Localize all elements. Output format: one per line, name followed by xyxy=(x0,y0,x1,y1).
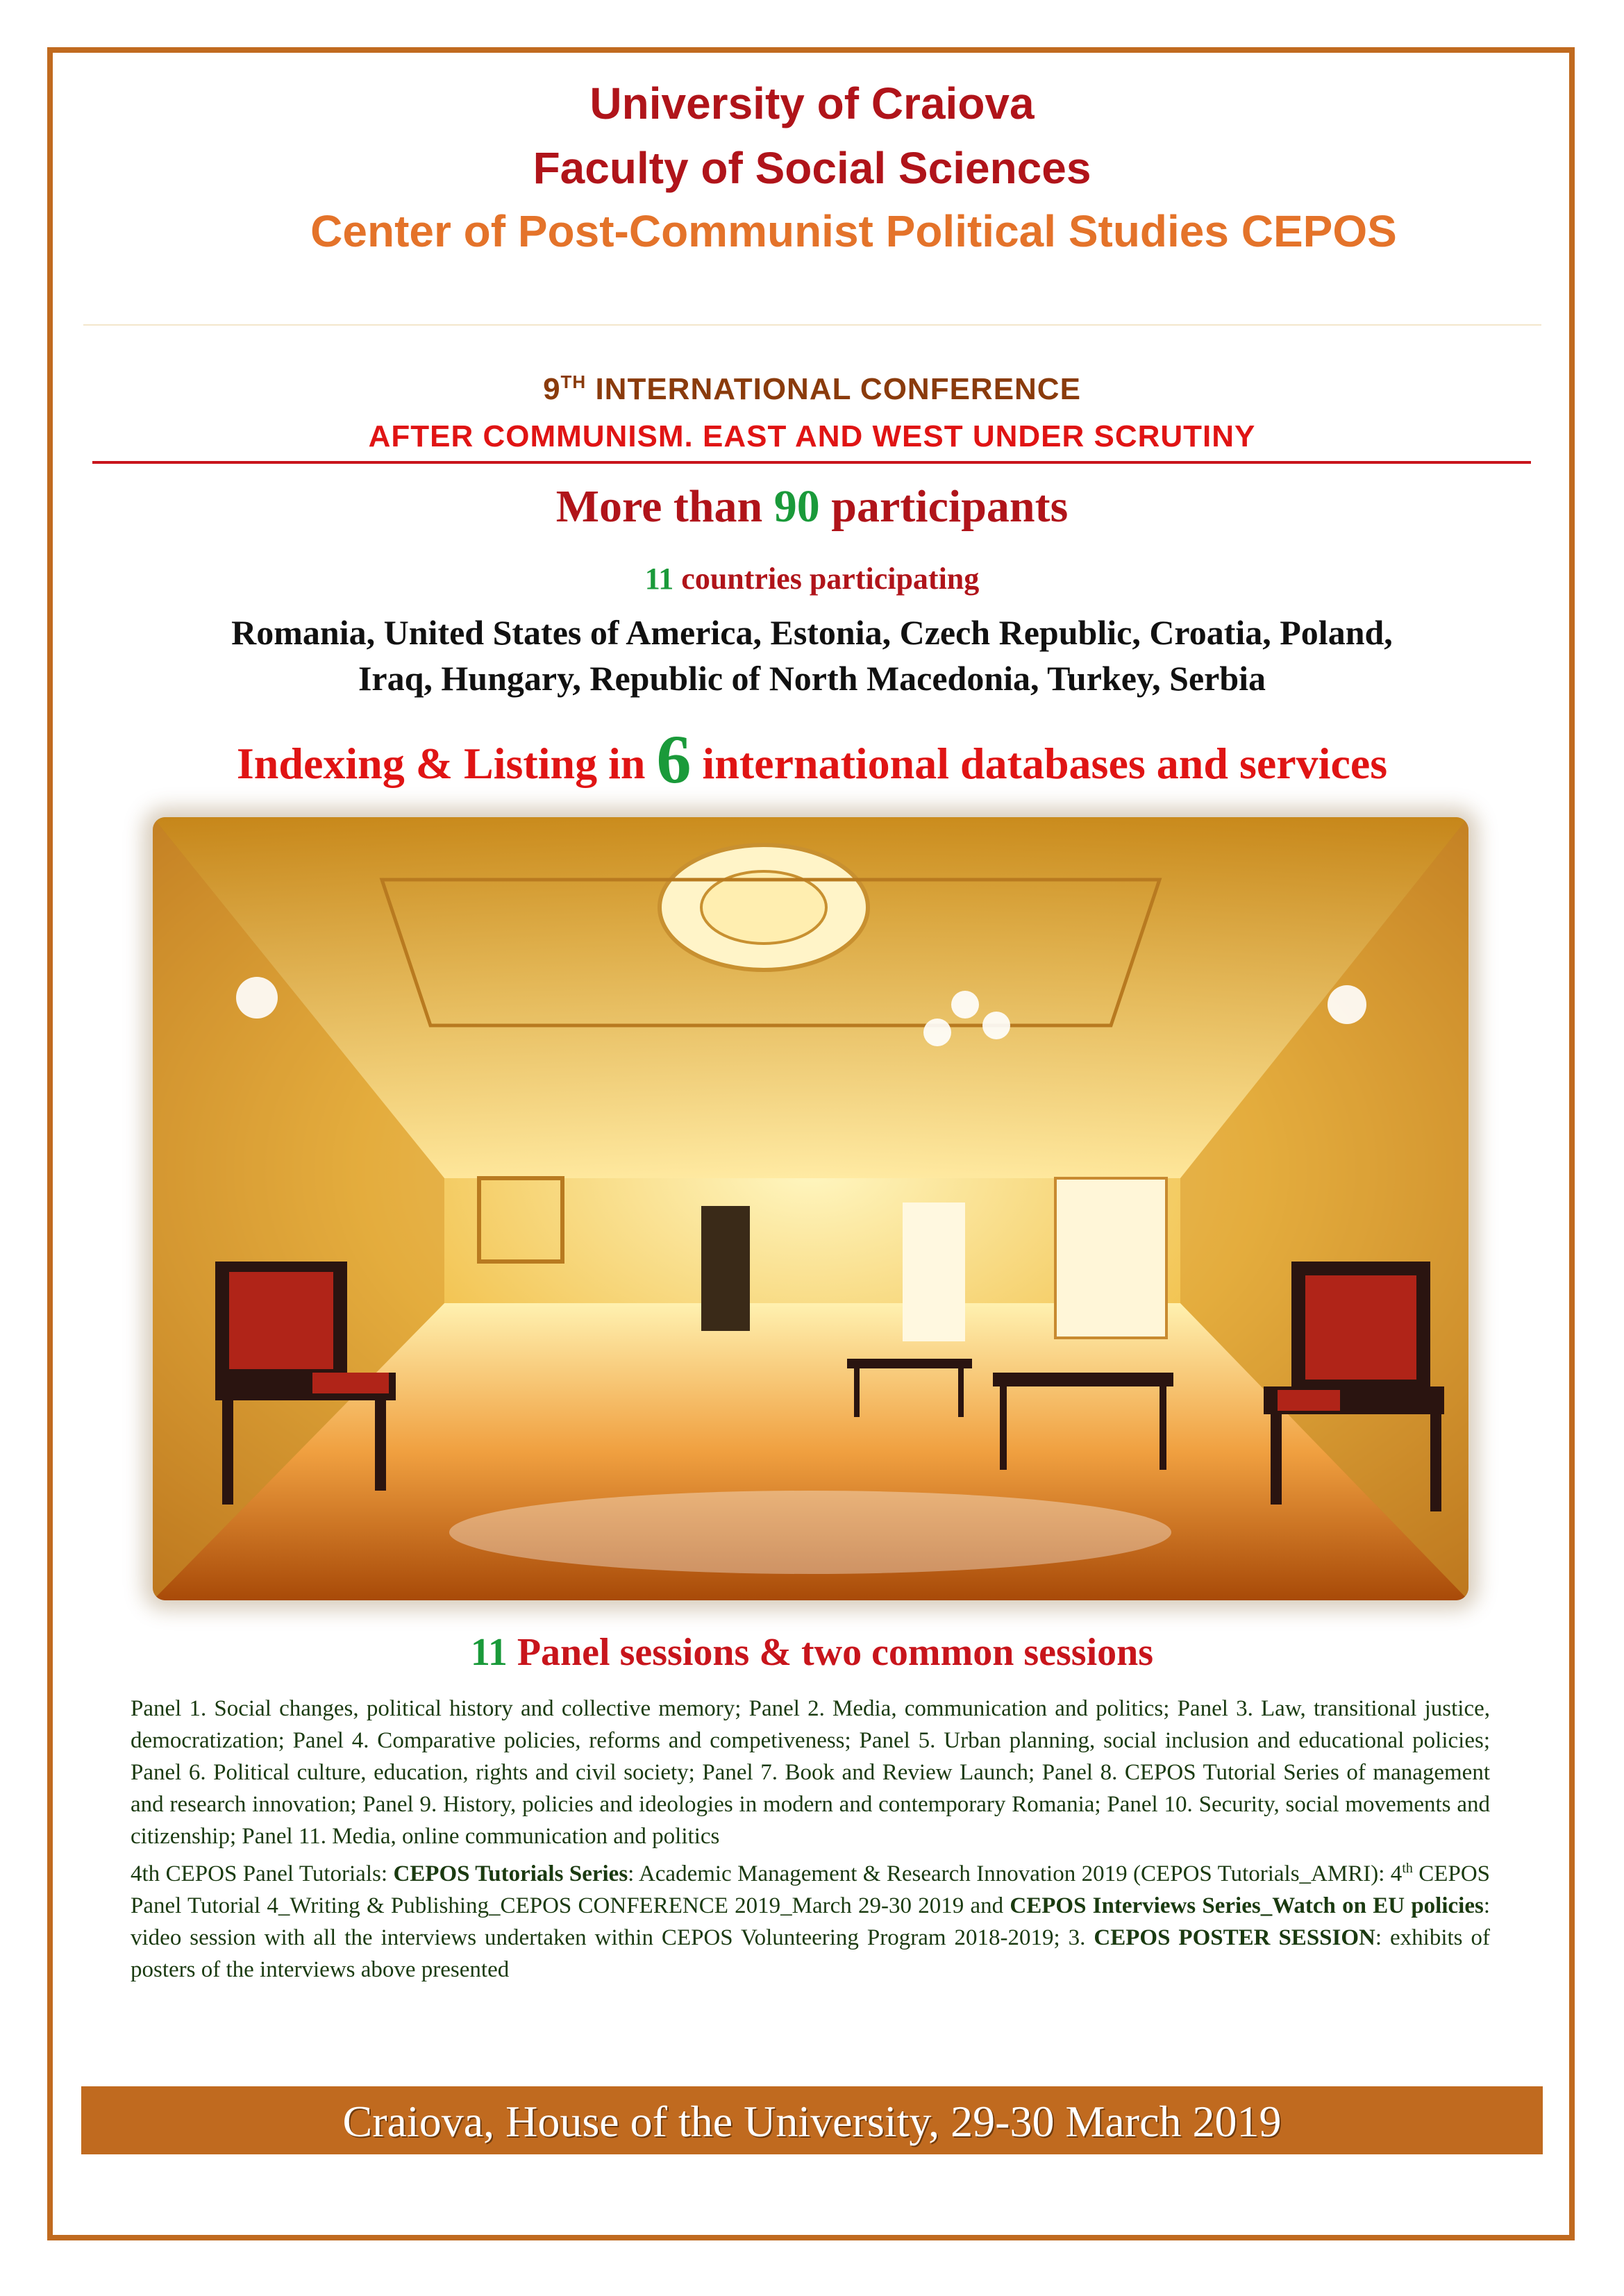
panels-label: Panel sessions & two common sessions xyxy=(507,1631,1154,1674)
conference-title-rest: INTERNATIONAL CONFERENCE xyxy=(586,372,1081,406)
indexing-prefix: Indexing & Listing in xyxy=(236,739,657,788)
panels-list: Panel 1. Social changes, political history and collective memory; Panel 2. Media, communication and politics; Panel 3. Law, transitional justice, democratization; Panel 4. Comparative policies, reforms and competiveness; Panel 5. Urban planning, social inclusion and educational policies; Panel 6. Political culture, education, rights and civil society; Panel 7. Book and Review Launch; Panel 8. CEPOS Tutorial Series of management and research innovation; Panel 9. History, policies and ideologies in modern and contemporary Romania; Panel 10. Security, social movements and citizenship; Panel 11. Media, online communication and politics xyxy=(131,1696,1490,1849)
faculty-title: Faculty of Social Sciences xyxy=(533,143,1091,193)
participants-line xyxy=(0,480,1624,533)
tutorials-series-name: CEPOS Tutorials Series xyxy=(393,1861,628,1886)
countries-count-line xyxy=(0,561,1624,596)
tutorials-paragraph xyxy=(131,1852,1490,1986)
interviews-series-name: CEPOS Interviews Series_Watch on EU policies xyxy=(1010,1893,1484,1918)
divider-red xyxy=(92,461,1531,464)
conference-title xyxy=(0,371,1624,407)
countries-list-line1: Romania, United States of America, Estonia, Czech Republic, Croatia, Poland, xyxy=(231,613,1393,652)
indexing-number: 6 xyxy=(656,721,692,798)
panels-description xyxy=(131,1693,1490,1986)
tutorials-ordinal-suffix: th xyxy=(1402,1861,1413,1876)
hall-photo xyxy=(153,817,1468,1600)
countries-list-line2: Iraq, Hungary, Republic of North Macedonia, Turkey, Serbia xyxy=(358,659,1266,698)
divider-thin xyxy=(83,324,1541,326)
countries-list xyxy=(0,610,1624,701)
indexing-suffix: international databases and services xyxy=(691,739,1388,788)
poster-session-name: CEPOS POSTER SESSION xyxy=(1094,1925,1375,1950)
footer-banner xyxy=(81,2086,1543,2154)
conference-ordinal: 9 xyxy=(543,372,561,406)
conference-theme: AFTER COMMUNISM. EAST AND WEST UNDER SCRUTINY xyxy=(368,419,1256,453)
footer-venue-date: Craiova, House of the University, 29-30 March 2019 xyxy=(342,2097,1282,2146)
center-title: Center of Post-Communist Political Studies CEPOS xyxy=(310,206,1397,256)
interviews-description: : video session with all the interviews undertaken within CEPOS Volunteering Program 2018-2019; 3. xyxy=(131,1893,1490,1950)
hall-illustration xyxy=(153,817,1468,1600)
tutorials-amri: : Academic Management & Research Innovation 2019 (CEPOS Tutorials_AMRI): 4 xyxy=(628,1861,1403,1886)
participants-prefix: More than xyxy=(555,481,774,532)
university-title: University of Craiova xyxy=(589,78,1035,128)
panels-number: 11 xyxy=(470,1631,508,1674)
tutorials-writing: CEPOS Panel Tutorial 4_Writing & Publishing_CEPOS CONFERENCE 2019_March 29-30 2019 and xyxy=(131,1861,1491,1918)
countries-number: 11 xyxy=(644,562,674,596)
poster-session-description: : exhibits of posters of the interviews above presented xyxy=(131,1925,1491,1982)
conference-ordinal-suffix: TH xyxy=(560,371,587,392)
panels-title xyxy=(0,1630,1624,1675)
tutorials-intro: 4th CEPOS Panel Tutorials: xyxy=(131,1861,394,1886)
countries-label: countries participating xyxy=(673,562,980,596)
indexing-line xyxy=(0,719,1624,799)
participants-suffix: participants xyxy=(819,481,1069,532)
participants-number: 90 xyxy=(773,481,820,532)
